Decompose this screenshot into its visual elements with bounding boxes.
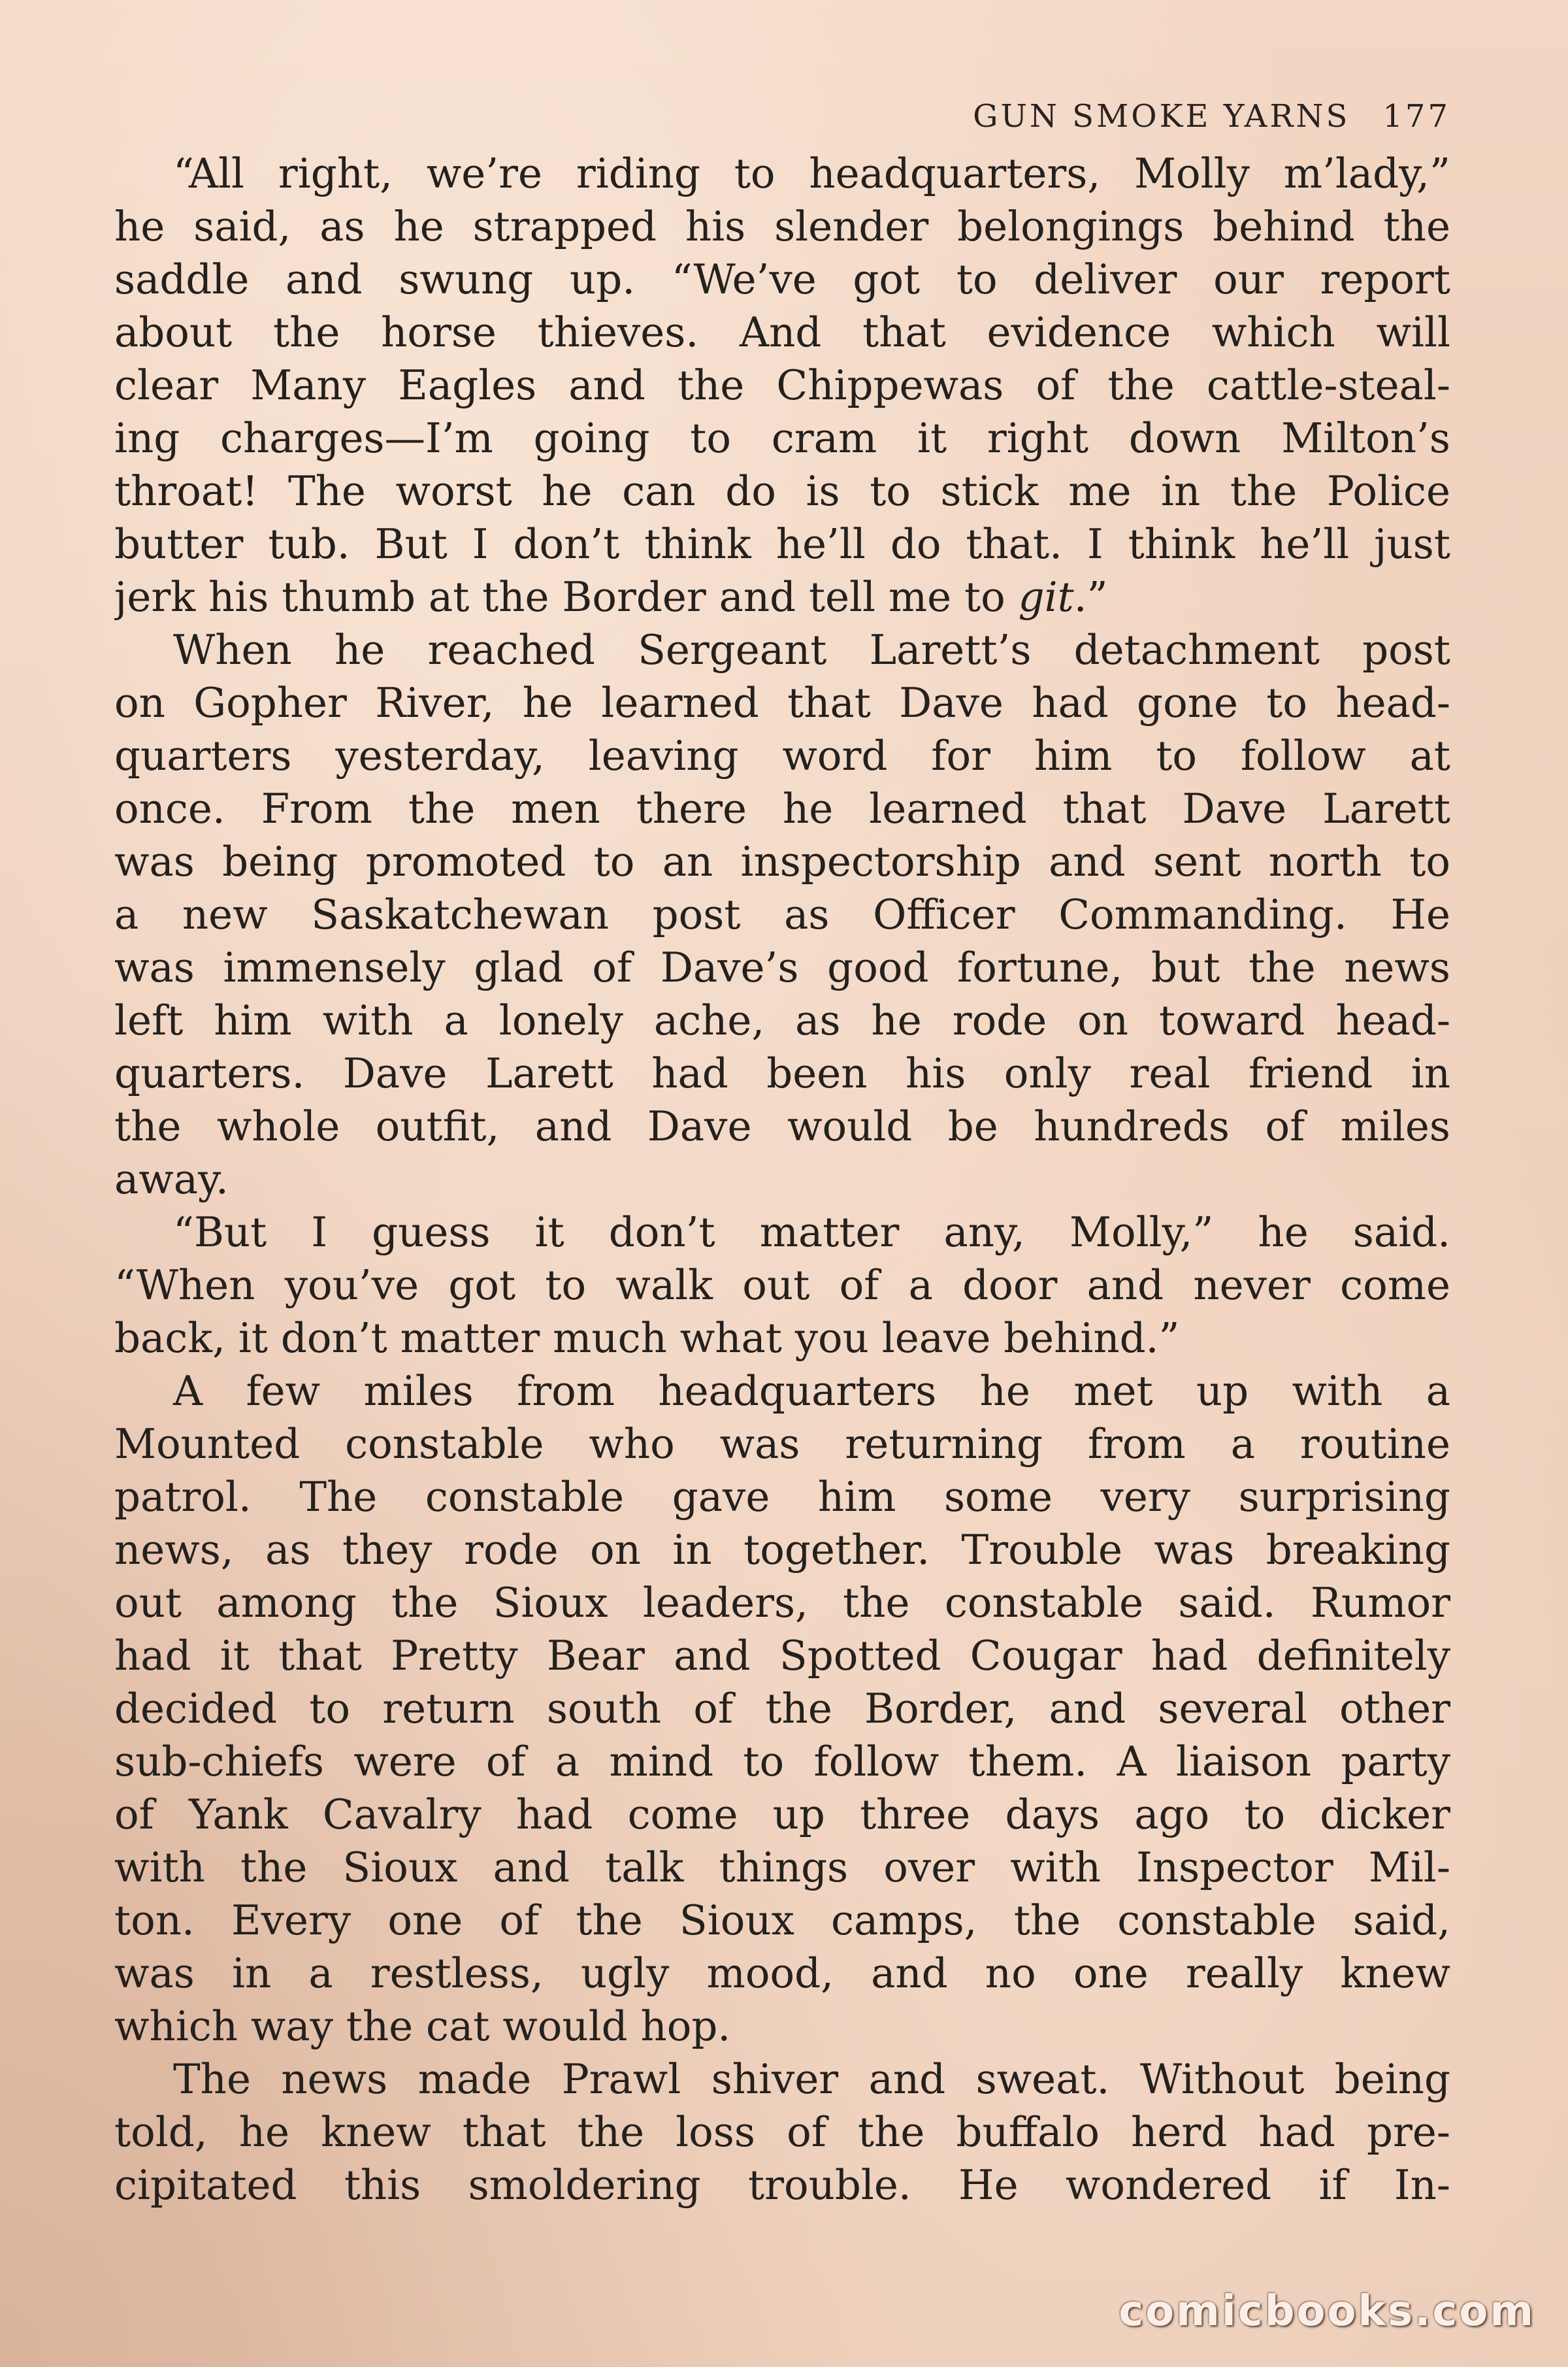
- text-line: cipitated this smoldering trouble. He wondered if In-: [114, 2161, 1450, 2209]
- text-line: he said, as he strapped his slender belongings behind the: [114, 203, 1450, 250]
- text-line: away.: [114, 1155, 229, 1203]
- text-line: was being promoted to an inspectorship and sent north to: [114, 838, 1450, 886]
- text-line: ton. Every one of the Sioux camps, the constable said,: [114, 1896, 1450, 1944]
- text-line: “All right, we’re riding to headquarters, Molly m’lady,”: [173, 150, 1450, 197]
- text-line: once. From the men there he learned that Dave Larett: [114, 785, 1450, 833]
- text-line: the whole outfit, and Dave would be hundreds of miles: [114, 1102, 1450, 1150]
- text-line: was in a restless, ugly mood, and no one really knew: [114, 1949, 1450, 1997]
- text-line: “But I guess it don’t matter any, Molly,” he said.: [173, 1208, 1450, 1256]
- body-text: [114, 147, 1450, 2211]
- text-line: with the Sioux and talk things over with Inspector Mil-: [114, 1844, 1450, 1891]
- text-line: left him with a lonely ache, as he rode on toward head-: [114, 997, 1450, 1044]
- text-line: Mounted constable who was returning from a routine: [114, 1420, 1450, 1468]
- text-line: sub-chiefs were of a mind to follow them. A liaison party: [114, 1738, 1450, 1785]
- text-line: on Gopher River, he learned that Dave had gone to head-: [114, 679, 1450, 727]
- text-line: was immensely glad of Dave’s good fortune, but the news: [114, 944, 1450, 991]
- text-line: The news made Prawl shiver and sweat. Without being: [173, 2055, 1450, 2103]
- text-line: quarters yesterday, leaving word for him to follow at: [114, 732, 1450, 780]
- text-line: quarters. Dave Larett had been his only real friend in: [114, 1050, 1450, 1097]
- text-line: back, it don’t matter much what you leave behind.”: [114, 1314, 1180, 1362]
- running-head-title: GUN SMOKE YARNS: [973, 98, 1350, 135]
- page-number: 177: [1382, 98, 1450, 135]
- text-line: clear Many Eagles and the Chippewas of the cattle-steal-: [114, 361, 1450, 409]
- running-head: [889, 98, 1450, 135]
- text-line: jerk his thumb at the Border and tell me to git.”: [114, 573, 1108, 621]
- text-line: butter tub. But I don’t think he’ll do that. I think he’ll just: [114, 520, 1450, 568]
- text-line: saddle and swung up. “We’ve got to deliver our report: [114, 256, 1450, 303]
- text-line: about the horse thieves. And that evidence which will: [114, 308, 1450, 356]
- text-line: patrol. The constable gave him some very surprising: [114, 1473, 1450, 1521]
- text-line: “When you’ve got to walk out of a door and never come: [114, 1261, 1450, 1309]
- text-line: which way the cat would hop.: [114, 2002, 731, 2050]
- text-line: out among the Sioux leaders, the constable said. Rumor: [114, 1579, 1450, 1627]
- text-line: throat! The worst he can do is to stick me in the Police: [114, 467, 1450, 515]
- text-line: of Yank Cavalry had come up three days ago to dicker: [114, 1791, 1450, 1838]
- text-line: told, he knew that the loss of the buffalo herd had pre-: [114, 2108, 1450, 2156]
- text-line: decided to return south of the Border, and several other: [114, 1685, 1450, 1732]
- watermark-logo: comicbooks.com: [1119, 2287, 1535, 2336]
- text-line: a new Saskatchewan post as Officer Commanding. He: [114, 891, 1450, 938]
- text-line: When he reached Sergeant Larett’s detachment post: [173, 626, 1450, 674]
- text-line: A few miles from headquarters he met up with a: [173, 1367, 1450, 1415]
- text-line: ing charges—I’m going to cram it right down Milton’s: [114, 414, 1450, 462]
- text-line: had it that Pretty Bear and Spotted Cougar had definitely: [114, 1632, 1450, 1680]
- text-line: news, as they rode on in together. Trouble was breaking: [114, 1526, 1450, 1574]
